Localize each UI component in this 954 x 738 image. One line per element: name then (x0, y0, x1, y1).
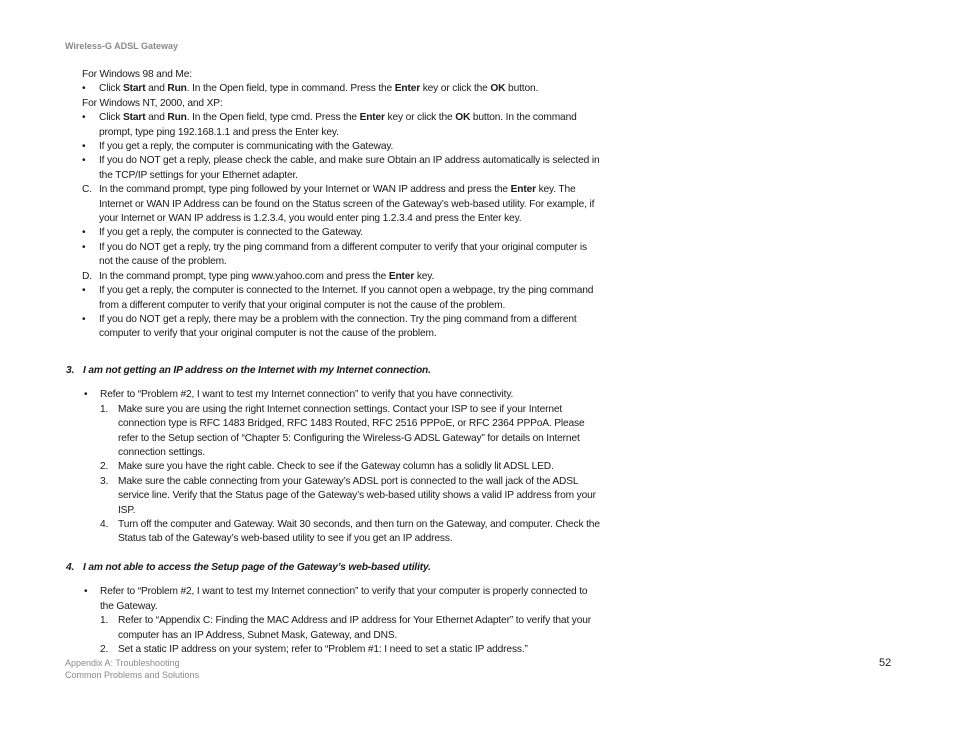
list-item: • Click Start and Run. In the Open field, type in command. Press the Enter key or click the OK button. (82, 82, 602, 96)
numbered-step: 1. Make sure you are using the right Internet connection settings. Contact your ISP to see if your Internet connection type is RFC 1483 Bridged, RFC 1483 Routed, RFC 2516 PPPoE, or RFC 2364 PPPoA. Please refer to the Setup section of “Chapter 5: Configuring the Wireless-G ADSL Gateway” for details on Internet connection settings. (100, 403, 585, 458)
problem-3-heading: 3. I am not getting an IP address on the Internet with my Internet connection. (66, 364, 431, 376)
list-item: • Refer to “Problem #2, I want to test my Internet connection” to verify that you have connectivity. (82, 388, 602, 402)
page-number: 52 (879, 657, 892, 669)
step-c: C. In the command prompt, type ping followed by your Internet or WAN IP address and press the Enter key. The Internet or WAN IP Address can be found on the Status screen of the Gateway’s web-based utility. For example, if your Internet or WAN IP address is 1.2.3.4, you would enter ping 1.2.3.4 and press the Enter key. (82, 184, 595, 225)
running-footer (65, 657, 199, 681)
list-item: • Refer to “Problem #2, I want to test my Internet connection” to verify that your computer is properly connected to the Gateway. (84, 586, 588, 612)
footer-chapter: Appendix A: Troubleshooting (65, 658, 180, 668)
list-item: • Click Start and Run. In the Open field, type cmd. Press the Enter key or click the OK button. In the command prompt, type ping 192.168.1.1 and press the Enter key. (82, 112, 577, 138)
list-item: • If you do NOT get a reply, please check the cable, and make sure Obtain an IP address automatically is selected in the TCP/IP settings for your Ethernet adapter. (82, 155, 600, 181)
bullet-icon: • (84, 586, 88, 598)
bullet-icon: • (82, 141, 86, 153)
numbered-step: 4. Turn off the computer and Gateway. Wait 30 seconds, and then turn on the Gateway, and computer. Check the Status tab of the Gateway’s web-based utility to see if you get an IP address. (100, 518, 600, 545)
bullet-icon: • (82, 227, 86, 239)
numbered-step: 2. Set a static IP address on your system; refer to “Problem #1: I need to set a static IP address.” (100, 644, 528, 655)
bullet-icon: • (82, 112, 86, 124)
page-body (66, 68, 602, 657)
numbered-step: 1. Refer to “Appendix C: Finding the MAC Address and IP address for Your Ethernet Adapter” to verify that your computer has an IP Address, Subnet Mask, Gateway, and DNS. (100, 615, 592, 641)
bullet-icon: • (82, 313, 86, 325)
numbered-step: 2. Make sure you have the right cable. Check to see if the Gateway column has a solidly lit ADSL LED. (100, 461, 554, 473)
list-item: • If you do NOT get a reply, there may be a problem with the connection. Try the ping command from a different computer to verify that your original computer is not the cause of the problem. (82, 313, 577, 340)
numbered-step: 3. Make sure the cable connecting from your Gateway’s ADSL port is connected to the wall jack of the ADSL service line. Verify that the Status page of the Gateway’s web-based utility shows a valid IP address from your ISP. (100, 475, 596, 516)
list-item: • If you get a reply, the computer is communicating with the Gateway. (82, 140, 602, 154)
bullet-icon: • (82, 155, 86, 167)
list-item: • If you get a reply, the computer is connected to the Internet. If you cannot open a webpage, try the ping command from a different computer to verify that your original computer is not the cause of the problem. (82, 285, 594, 311)
bullet-icon: • (82, 241, 86, 253)
winnt-heading: For Windows NT, 2000, and XP: (82, 97, 223, 109)
bullet-icon: • (82, 285, 86, 297)
running-header: Wireless-G ADSL Gateway (65, 41, 178, 51)
bullet-icon: • (82, 83, 86, 95)
bullet-icon: • (84, 389, 88, 401)
problem-4-heading: 4. I am not able to access the Setup page of the Gateway’s web-based utility. (66, 561, 431, 573)
list-item: • If you get a reply, the computer is connected to the Gateway. (82, 226, 602, 240)
list-item: • If you do NOT get a reply, try the ping command from a different computer to verify that your original computer is not the cause of the problem. (82, 241, 587, 268)
win98-heading: For Windows 98 and Me: (82, 69, 192, 80)
step-d: D. In the command prompt, type ping www.yahoo.com and press the Enter key. (82, 270, 435, 282)
footer-section: Common Problems and Solutions (65, 670, 200, 680)
